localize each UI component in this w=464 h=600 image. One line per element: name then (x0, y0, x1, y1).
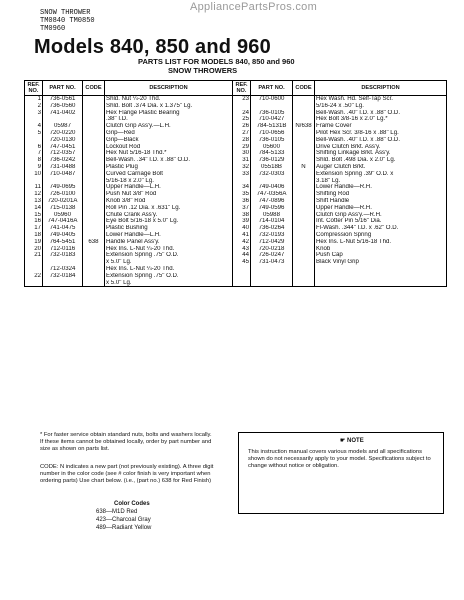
part-no-cell: 712-0429 (251, 239, 293, 246)
code-note: CODE: N indicates a new part (not previously existing). A three digit number in the color code (see # color finish is very important when ordering parts) Use chart below. (i.e., (part no.) 638 for Red Finish) (40, 464, 214, 484)
code-cell (83, 259, 105, 266)
description-cell: 5/16-18 x 2.0" Lg. (105, 178, 233, 185)
note-box (238, 432, 444, 514)
part-no-cell: 05518B (251, 164, 293, 171)
ref-no-cell: 16 (25, 218, 43, 225)
table-row (25, 130, 447, 137)
ref-no-cell: 35 (233, 191, 251, 198)
description-cell: x 5.0" Lg. (105, 259, 233, 266)
code-cell (83, 116, 105, 123)
col-description-2: DESCRIPTION (315, 81, 447, 96)
color-code-item: 423—Charcoal Gray (96, 517, 151, 523)
table-row (25, 96, 447, 103)
ref-no-cell: 28 (233, 137, 251, 144)
ref-no-cell: 3 (25, 110, 43, 117)
table-row (25, 157, 447, 164)
ref-no-cell: 5 (25, 130, 43, 137)
ref-no-cell: 7 (25, 150, 43, 157)
code-cell (83, 130, 105, 137)
ref-no-cell: 39 (233, 218, 251, 225)
table-row (25, 103, 447, 110)
pointing-hand-icon: ☛ (340, 438, 348, 444)
code-cell (83, 273, 105, 280)
part-no-cell: 726-0247 (251, 252, 293, 259)
watermark: AppliancePartsPros.com (190, 1, 318, 13)
table-row (25, 252, 447, 259)
code-cell: N (293, 164, 315, 171)
ref-no-cell: 27 (233, 130, 251, 137)
description-cell: .38" I.D. (105, 116, 233, 123)
description-cell: Hex Ins. L-Nut 5/16-18 Thd. (315, 239, 447, 246)
part-no-cell: 736-0129 (251, 157, 293, 164)
col-part-no: PART NO. (43, 81, 83, 96)
ref-no-cell: 44 (233, 252, 251, 259)
code-cell (83, 218, 105, 225)
ref-no-cell: 22 (25, 273, 43, 280)
ref-no-cell: 17 (25, 225, 43, 232)
ref-no-cell: 45 (233, 259, 251, 266)
ref-no-cell: 43 (233, 246, 251, 253)
col-description: DESCRIPTION (105, 81, 233, 96)
ref-no-cell: 24 (233, 110, 251, 117)
description-cell: Plastic Plug (105, 164, 233, 171)
description-cell: Bell-Wash. .40" I.D. x .88" O.D. (315, 110, 447, 117)
description-cell: Shld. Nut ¼-20 Thd. (105, 96, 233, 103)
code-cell (83, 246, 105, 253)
subtitle-line-2: SNOW THROWERS (168, 66, 238, 75)
part-no-cell: 747-0896 (251, 198, 293, 205)
ref-no-cell: 26 (233, 123, 251, 130)
description-cell: Push Cap (315, 252, 447, 259)
ref-no-cell (25, 266, 43, 273)
part-no-cell: 715-0138 (43, 205, 83, 212)
part-no-cell: 747-0416A (43, 218, 83, 225)
description-cell: Lower Handle—L.H. (105, 232, 233, 239)
part-no-cell: 736-0105 (251, 110, 293, 117)
part-no-cell: 712-0357 (43, 150, 83, 157)
parts-table (24, 80, 447, 287)
part-no-cell: 732-0183 (43, 252, 83, 259)
description-cell: Hex Bolt 3/8-16 x 2.0" Lg.* (315, 116, 447, 123)
code-cell (83, 144, 105, 151)
part-no-cell: 747-0356A (251, 191, 293, 198)
code-cell (293, 110, 315, 117)
color-code-item: 638—M1D Red (96, 509, 138, 515)
ref-no-cell: 8 (25, 157, 43, 164)
table-row (25, 266, 447, 273)
code-cell (83, 150, 105, 157)
subtitle-line-1: PARTS LIST FOR MODELS 840, 850 and 960 (138, 57, 295, 66)
table-header-row (25, 81, 447, 96)
ref-no-cell: 41 (233, 232, 251, 239)
ref-no-cell: 30 (233, 150, 251, 157)
code-cell (293, 218, 315, 225)
part-no-cell: 05987 (43, 123, 83, 130)
code-cell (83, 137, 105, 144)
description-cell: 3.18" Lg. (315, 178, 447, 185)
code-cell (83, 96, 105, 103)
table-row (25, 218, 447, 225)
ref-no-cell: 36 (233, 198, 251, 205)
code-cell (293, 191, 315, 198)
part-no-cell: 764-5451 (43, 239, 83, 246)
code-cell (83, 103, 105, 110)
ref-no-cell: 13 (25, 198, 43, 205)
code-cell (293, 171, 315, 178)
part-no-cell: 720-0130 (43, 137, 83, 144)
code-cell (83, 123, 105, 130)
part-no-cell: 720-0218 (251, 246, 293, 253)
code-cell (83, 171, 105, 178)
part-no-cell (43, 259, 83, 266)
part-no-cell (251, 266, 293, 273)
ref-no-cell: 19 (25, 239, 43, 246)
code-cell (83, 212, 105, 219)
ref-no-cell: 18 (25, 232, 43, 239)
ref-no-cell: 42 (233, 239, 251, 246)
part-no-cell: 736-0561 (43, 96, 83, 103)
description-cell: Drive Clutch Brkt. Ass'y. (315, 144, 447, 151)
part-no-cell: 741-0475 (43, 225, 83, 232)
ref-no-cell: 14 (25, 205, 43, 212)
table-row (25, 259, 447, 266)
ref-no-cell (233, 103, 251, 110)
part-no-cell: 784-5133 (251, 150, 293, 157)
part-no-cell: 736-0264 (251, 225, 293, 232)
code-cell (293, 150, 315, 157)
table-row (25, 225, 447, 232)
code-cell (83, 164, 105, 171)
note-text: This instruction manual covers various models and all specifications shown do not necessarily apply to your model. Specifications subject to change without notice or obligation. (248, 449, 431, 469)
part-no-cell: 712-0324 (43, 266, 83, 273)
part-no-cell (43, 280, 83, 287)
part-no-cell: 726-0100 (43, 191, 83, 198)
ref-no-cell: 15 (25, 212, 43, 219)
col-code: CODE (83, 81, 105, 96)
table-row (25, 232, 447, 239)
code-cell (293, 273, 315, 280)
part-no-cell (251, 178, 293, 185)
part-no-cell: 747-0451 (43, 144, 83, 151)
part-no-cell: 05988 (251, 212, 293, 219)
description-cell: Upper Handle—R.H. (315, 205, 447, 212)
description-cell: Clutch Grip Ass'y.—L.H. (105, 123, 233, 130)
ref-no-cell (233, 266, 251, 273)
description-cell: Knob 3/8" Rod (105, 198, 233, 205)
part-no-cell: 732-0193 (251, 232, 293, 239)
ref-no-cell (25, 178, 43, 185)
part-no-cell: 732-0303 (251, 171, 293, 178)
description-cell (315, 280, 447, 287)
description-cell: 5/16-24 x .50" Lg. (315, 103, 447, 110)
table-row (25, 110, 447, 117)
ref-no-cell: 20 (25, 246, 43, 253)
ref-no-cell: 33 (233, 171, 251, 178)
description-cell: Curved Carriage Bolt (105, 171, 233, 178)
code-cell (293, 266, 315, 273)
part-no-cell (251, 273, 293, 280)
ref-no-cell (25, 116, 43, 123)
part-no-cell: 712-0116 (43, 246, 83, 253)
parts-table-body (25, 96, 447, 287)
description-cell: Clutch Grip Ass'y.—R.H. (315, 212, 447, 219)
code-cell (83, 266, 105, 273)
code-cell (293, 225, 315, 232)
table-row (25, 205, 447, 212)
code-cell (293, 184, 315, 191)
part-no-cell: 710-0600 (251, 96, 293, 103)
part-no-cell: 05960 (43, 212, 83, 219)
code-cell (293, 232, 315, 239)
code-cell (83, 178, 105, 185)
ref-no-cell: 1 (25, 96, 43, 103)
part-no-cell (43, 116, 83, 123)
table-row (25, 171, 447, 178)
description-cell: Pilot Hex Scr. 3/8-16 x .88" Lg. (315, 130, 447, 137)
code-cell: 638 (83, 239, 105, 246)
ref-no-cell: 4 (25, 123, 43, 130)
code-cell (293, 157, 315, 164)
code-cell (293, 212, 315, 219)
table-row (25, 164, 447, 171)
part-no-cell: 749-0405 (43, 232, 83, 239)
description-cell: Hex Flange Plastic Bearing (105, 110, 233, 117)
parts-list-subtitle (0, 57, 464, 75)
col-part-no-2: PART NO. (251, 81, 293, 96)
code-cell (83, 157, 105, 164)
ref-no-cell: 25 (233, 116, 251, 123)
table-row (25, 191, 447, 198)
description-cell: Hex Ins. L-Nut ¼-20 Thd. (105, 266, 233, 273)
part-no-cell: 749-0406 (251, 184, 293, 191)
description-cell: Upper Handle—L.H. (105, 184, 233, 191)
part-no-cell: 731-0488 (43, 164, 83, 171)
color-code-item: 489—Radiant Yellow (96, 525, 152, 531)
code-cell (293, 116, 315, 123)
description-cell: Push Nut 3/8" Rod (105, 191, 233, 198)
description-cell: Chute Crank Ass'y. (105, 212, 233, 219)
code-cell (293, 280, 315, 287)
col-code-2: CODE (293, 81, 315, 96)
description-cell: Shld. Bolt .498 Dia. x 2.0" Lg. (315, 157, 447, 164)
ref-no-cell (233, 280, 251, 287)
code-cell (293, 246, 315, 253)
note-label: NOTE (347, 438, 364, 444)
ref-no-cell: 32 (233, 164, 251, 171)
description-cell: Handle Panel Ass'y. (105, 239, 233, 246)
header-line-2: TM0840 TM0850 (40, 17, 95, 25)
part-no-cell: 714-0104 (251, 218, 293, 225)
code-cell (293, 239, 315, 246)
part-no-cell: 05600 (251, 144, 293, 151)
part-no-cell: 749-0695 (43, 184, 83, 191)
ref-no-cell: 12 (25, 191, 43, 198)
ref-no-cell (233, 178, 251, 185)
description-cell: Hex Ins. L-Nut ¼-20 Thd. (105, 246, 233, 253)
table-row (25, 150, 447, 157)
table-row (25, 123, 447, 130)
note-header (340, 437, 364, 444)
code-cell (293, 137, 315, 144)
ref-no-cell: 38 (233, 212, 251, 219)
description-cell: Extension Spring .75" O.D. (105, 273, 233, 280)
color-codes (96, 500, 151, 532)
table-row (25, 144, 447, 151)
ref-no-cell (25, 280, 43, 287)
part-no-cell: 720-0201A (43, 198, 83, 205)
ref-no-cell: 31 (233, 157, 251, 164)
ref-no-cell: 9 (25, 164, 43, 171)
description-cell (315, 266, 447, 273)
ref-no-cell: 6 (25, 144, 43, 151)
description-cell: Extension Spring .39" O.D. x (315, 171, 447, 178)
code-cell (83, 205, 105, 212)
part-no-cell: 736-0242 (43, 157, 83, 164)
description-cell: Shift Handle (315, 198, 447, 205)
part-no-cell: 732-0184 (43, 273, 83, 280)
page-title: Models 840, 850 and 960 (34, 36, 271, 58)
description-cell: Plastic Bushing (105, 225, 233, 232)
ref-no-cell: 23 (233, 96, 251, 103)
ref-no-cell: 2 (25, 103, 43, 110)
description-cell: Frame Cover (315, 123, 447, 130)
code-cell (83, 184, 105, 191)
code-cell (83, 198, 105, 205)
description-cell: Grip—Black (105, 137, 233, 144)
description-cell: Knob (315, 246, 447, 253)
table-row (25, 178, 447, 185)
code-cell (83, 232, 105, 239)
description-cell: Hex Nut 5/16-18 Thd.* (105, 150, 233, 157)
code-cell: N/638 (293, 123, 315, 130)
description-cell: Bell-Wash. .40" I.D. x .88" O.D. (315, 137, 447, 144)
table-row (25, 137, 447, 144)
ref-no-cell: 29 (233, 144, 251, 151)
description-cell: Fl-Wash. .344" I.D. x .62" O.D. (315, 225, 447, 232)
description-cell: Auger Clutch Brkt. (315, 164, 447, 171)
ref-no-cell: 34 (233, 184, 251, 191)
part-no-cell: 710-0656 (251, 130, 293, 137)
part-no-cell: 736-0560 (43, 103, 83, 110)
ref-no-cell: 37 (233, 205, 251, 212)
table-row (25, 280, 447, 287)
part-no-cell: 749-0596 (251, 205, 293, 212)
header-line-3: TM0960 (40, 25, 66, 33)
description-cell: Grip—Red (105, 130, 233, 137)
description-cell: Eye Bolt 5/16-18 x 5.0" Lg. (105, 218, 233, 225)
ref-no-cell (25, 259, 43, 266)
description-cell: Int. Cotter Pin 5/16" Dia. (315, 218, 447, 225)
ref-no-cell: 11 (25, 184, 43, 191)
description-cell: Black Vinyl Grip (315, 259, 447, 266)
part-no-cell: 720-0220 (43, 130, 83, 137)
ref-no-cell: 40 (233, 225, 251, 232)
description-cell: Roll Pin .12 Dia. x .631" Lg. (105, 205, 233, 212)
part-no-cell (43, 178, 83, 185)
ref-no-cell: 21 (25, 252, 43, 259)
part-no-cell (251, 103, 293, 110)
code-cell (293, 96, 315, 103)
part-no-cell (251, 280, 293, 287)
part-no-cell: 784-5131B (251, 123, 293, 130)
description-cell: Shld. Bolt .374 Dia. x 1.375" Lg. (105, 103, 233, 110)
code-cell (83, 225, 105, 232)
code-cell (293, 103, 315, 110)
description-cell: Shifting Rod (315, 191, 447, 198)
color-codes-title: Color Codes (114, 501, 150, 507)
description-cell: Extension Spring .75" O.D. (105, 252, 233, 259)
col-ref-no: REF. NO. (25, 81, 43, 96)
code-cell (293, 205, 315, 212)
code-cell (293, 259, 315, 266)
code-cell (83, 280, 105, 287)
table-row (25, 184, 447, 191)
code-cell (293, 144, 315, 151)
table-row (25, 212, 447, 219)
part-no-cell: 710-0427 (251, 116, 293, 123)
description-cell: Hex Wash. Hd. Self-Tap Scr. (315, 96, 447, 103)
code-cell (83, 110, 105, 117)
ref-no-cell: 10 (25, 171, 43, 178)
description-cell: Compression Spring (315, 232, 447, 239)
code-cell (293, 130, 315, 137)
part-no-cell: 731-0473 (251, 259, 293, 266)
code-cell (83, 191, 105, 198)
code-cell (293, 178, 315, 185)
ref-no-cell (233, 273, 251, 280)
header-line-1: SNOW THROWER (40, 9, 91, 17)
ref-no-cell (25, 137, 43, 144)
part-no-cell: 710-0487 (43, 171, 83, 178)
description-cell: Lower Handle—R.H. (315, 184, 447, 191)
description-cell (315, 273, 447, 280)
description-cell: Lockout Rod (105, 144, 233, 151)
code-cell (293, 252, 315, 259)
description-cell: Bell-Wash. .34" I.D. x .88" O.D. (105, 157, 233, 164)
col-ref-no-2: REF. NO. (233, 81, 251, 96)
table-row (25, 273, 447, 280)
table-row (25, 239, 447, 246)
table-row (25, 116, 447, 123)
part-no-cell: 741-0402 (43, 110, 83, 117)
part-no-cell: 736-0105 (251, 137, 293, 144)
code-cell (83, 252, 105, 259)
code-cell (293, 198, 315, 205)
footnote: * For faster service obtain standard nuts, bolts and washers locally. If these items cannot be obtained locally, order by part number and size as shown on parts list. (40, 432, 212, 452)
description-cell: Shifting Linkage Brkt. Ass'y. (315, 150, 447, 157)
table-row (25, 246, 447, 253)
table-row (25, 198, 447, 205)
description-cell: x 5.0" Lg. (105, 280, 233, 287)
